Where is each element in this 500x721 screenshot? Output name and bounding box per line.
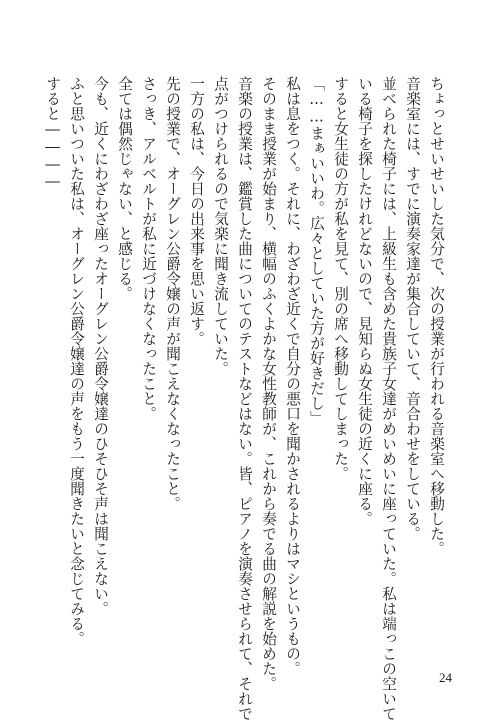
text-line: 一方の私は、今日の出来事を思い返す。 [188, 76, 205, 346]
text-line: ふと思いついた私は、オーグレン公爵令嬢達の声をもう一度聞きたいと念じてみる。 [68, 76, 85, 646]
text-line: 音楽の授業は、鑑賞した曲についてのテストなどはない。皆、ピアノを演奏させられて、それで [236, 76, 253, 721]
page-number: 24 [439, 670, 452, 685]
text-line: ちょっとせいせいした気分で、次の授業が行われる音楽室へ移動した。 [428, 76, 445, 556]
text-line: いる椅子を探したけれどないので、見知らぬ女生徒の近くに座る。 [356, 76, 373, 526]
text-line: 全ては偶然じゃない、と感じる。 [116, 76, 133, 301]
text-line: 並べられた椅子には、上級生も含めた貴族子女達がめいめいに座っていた。私は端っこの空いて [380, 76, 397, 721]
text-line: 今も、近くにわざわざ座ったオーグレン公爵令嬢達のひそひそ声は聞こえない。 [92, 76, 109, 616]
text-line: 「……まぁいいわ。広々としていた方が好きだし」 [308, 76, 325, 426]
text-line: 点がつけられるので気楽に聞き流していた。 [212, 76, 229, 376]
text-line: 私は息をつく。それに、わざわざ近くで自分の悪口を聞かされるよりはマシというもの。 [284, 76, 301, 676]
text-line: 音楽室には、すでに演奏家達が集合していて、音合わせをしている。 [404, 76, 421, 541]
text-line: すると―――― [44, 76, 61, 191]
text-line: 先の授業で、オーグレン公爵令嬢の声が聞こえなくなったこと。 [164, 76, 181, 511]
text-line: そのまま授業が始まり、横幅のふくよかな女性教師が、これから奏でる曲の解説を始めた。 [260, 76, 277, 691]
text-line: さっき、アルベルトが私に近づけなくなったこと。 [140, 76, 157, 421]
text-line: すると女生徒の方が私を見て、別の席へ移動してしまった。 [332, 76, 349, 481]
